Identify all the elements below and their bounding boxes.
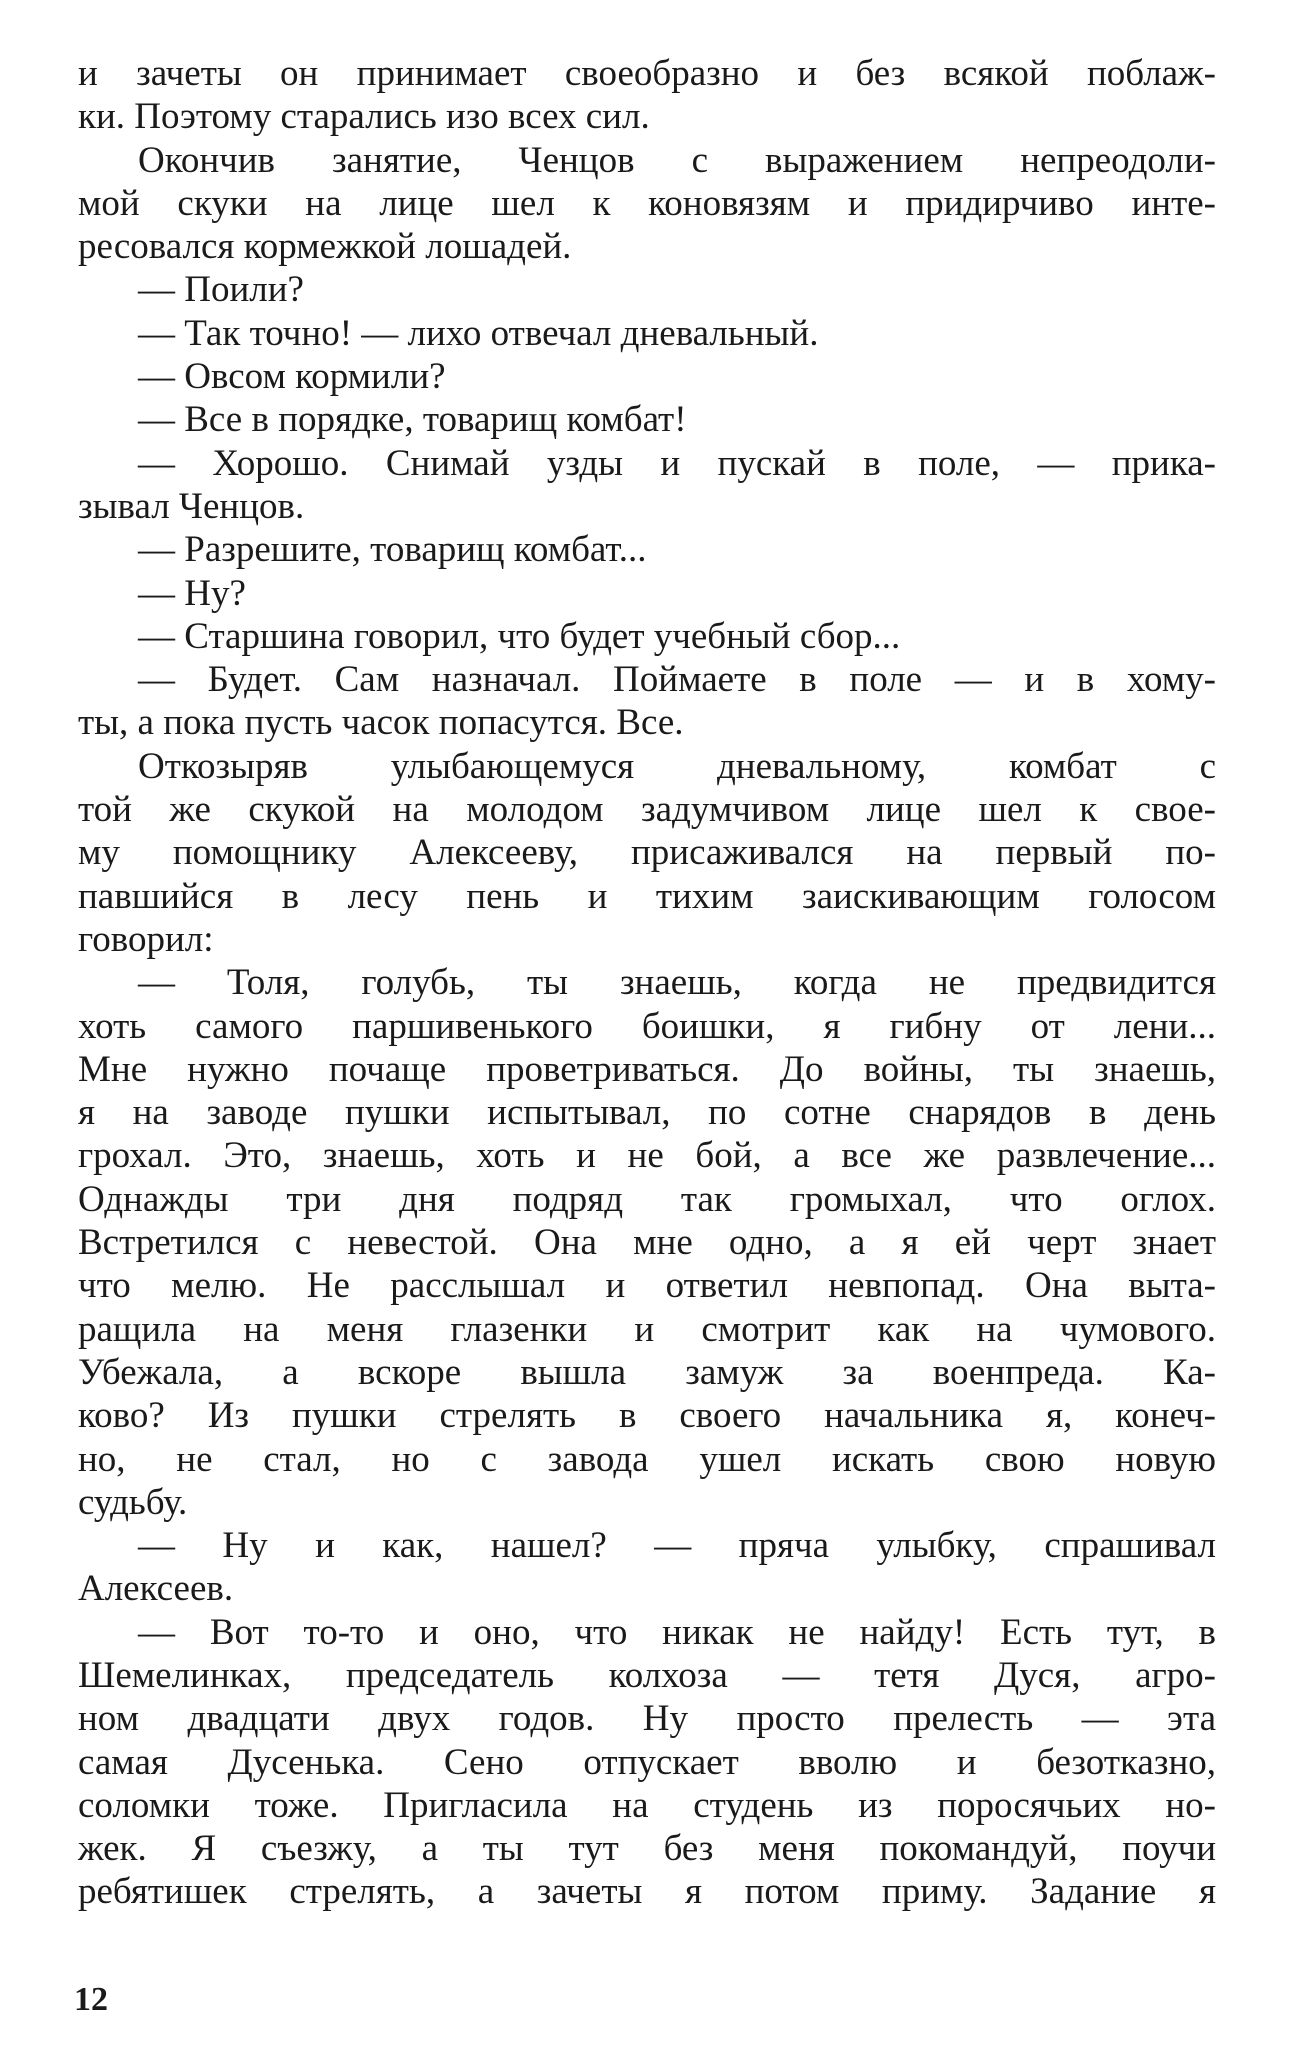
text-line: ребятишек стрелять, а зачеты я потом приму. Задание я [78,1871,1216,1913]
text-line: я на заводе пушки испытывал, по сотне снарядов в день [78,1092,1216,1134]
text-line: мой скуки на лице шел к коновязям и придирчиво инте- [78,182,1216,224]
text-line: павшийся в лесу пень и тихим заискивающим голосом [78,875,1216,917]
text-line: Встретился с невестой. Она мне одно, а я ей черт знает [78,1222,1216,1264]
text-line: — Так точно! — лихо отвечал дневальный. [138,312,819,354]
text-line: самая Дусенька. Сено отпускает вволю и безотказно, [78,1741,1216,1783]
text-line: той же скукой на молодом задумчивом лице шел к свое- [78,789,1216,831]
text-line: Окончив занятие, Ченцов с выражением непреодоли- [138,139,1216,181]
text-line: — Будет. Сам назначал. Поймаете в поле — и в хому- [138,659,1216,701]
text-line: Мне нужно почаще проветриваться. До войны, ты знаешь, [78,1048,1216,1090]
text-line: Однажды три дня подряд так громыхал, что оглох. [78,1178,1216,1220]
text-line: ращила на меня глазенки и смотрит как на чумового. [78,1308,1216,1350]
text-line: ты, а пока пусть часок попасутся. Все. [78,702,684,744]
text-line: соломки тоже. Пригласила на студень из поросячьих но- [78,1784,1216,1826]
text-line: Шемелинках, председатель колхоза — тетя Дуся, агро- [78,1654,1216,1696]
text-line: и зачеты он принимает своеобразно и без всякой поблаж- [78,53,1216,94]
text-line: ном двадцати двух годов. Ну просто прелесть — эта [78,1698,1216,1740]
text-line: — Хорошо. Снимай узды и пускай в поле, — прика- [138,442,1216,484]
text-line: — Ну и как, нашел? — пряча улыбку, спрашивал [138,1525,1216,1567]
text-line: говорил: [78,918,214,960]
text-line: грохал. Это, знаешь, хоть и не бой, а все же развлечение... [78,1135,1216,1177]
text-line: жек. Я съезжу, а ты тут без меня покомандуй, поучи [78,1828,1216,1870]
text-line: ково? Из пушки стрелять в своего начальника я, конеч- [78,1395,1216,1437]
text-line: судьбу. [78,1481,188,1523]
text-line: му помощнику Алексееву, присаживался на первый по- [78,832,1216,874]
text-line: — Толя, голубь, ты знаешь, когда не предвидится [138,962,1216,1004]
text-line: — Ну? [138,572,246,614]
text-line: ки. Поэтому старались изо всех сил. [78,96,650,138]
text-line: Убежала, а вскоре вышла замуж за военпреда. Ка- [78,1351,1216,1393]
text-line: — Вот то-то и оно, что никак не найду! Есть тут, в [138,1611,1216,1653]
text-line: зывал Ченцов. [78,485,305,527]
text-line: — Разрешите, товарищ комбат... [138,529,647,571]
text-line: — Овсом кормили? [138,356,446,398]
text-line: ресовался кормежкой лошадей. [78,226,572,268]
text-line: — Поили? [138,269,304,311]
text-line: — Старшина говорил, что будет учебный сбор... [138,615,901,657]
text-line: — Все в порядке, товарищ комбат! [138,399,687,441]
page-text [78,52,1216,1914]
text-line: Откозыряв улыбающемуся дневальному, комбат с [138,745,1216,787]
text-line: что мелю. Не расслышал и ответил невпопад. Она выта- [78,1265,1216,1307]
text-line: хоть самого паршивенького боишки, я гибну от лени... [78,1005,1216,1047]
text-line: Алексеев. [78,1568,234,1610]
page-number: 12 [74,1981,108,2018]
text-line: но, не стал, но с завода ушел искать свою новую [78,1438,1216,1480]
